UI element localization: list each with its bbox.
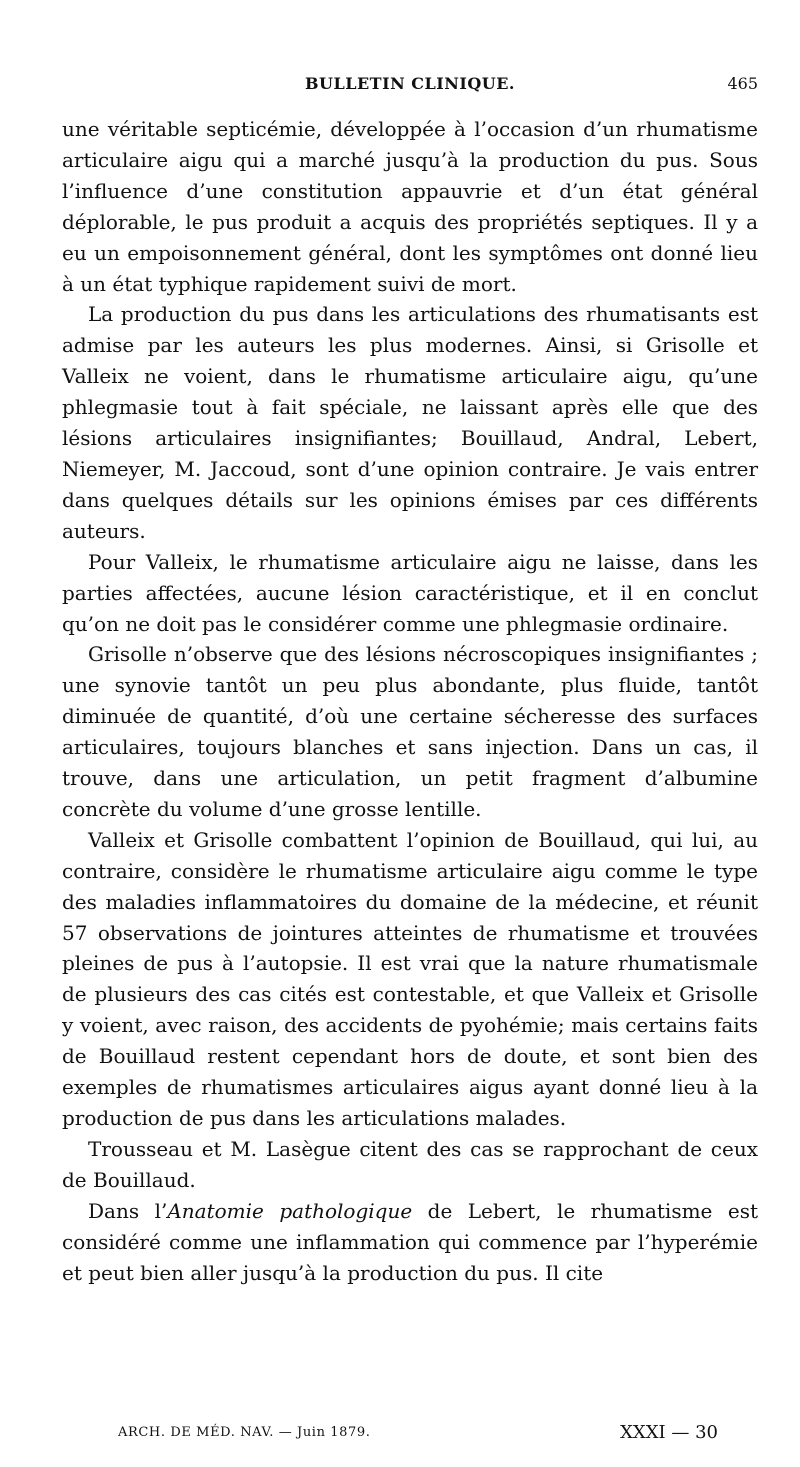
journal-reference: ARCH. DE MÉD. NAV. — Juin 1879. (118, 1425, 371, 1440)
paragraph: Trousseau et M. Lasègue citent des cas se rapprochant de ceux de Bouillaud. (62, 1136, 758, 1192)
paragraph: Grisolle n’observe que des lésions nécroscopiques insignifiantes ; une synovie tantôt un peu plus abondante, plus fluide, tantôt diminuée de quantité, d’où une certaine sécheresse des surfaces articulaires, toujours blanches et sans injection. Dans un cas, il trouve, dans une articulation, un petit fragment d’albumine concrète du volume d’une grosse lentille. (62, 642, 758, 821)
body-text (62, 114, 758, 1288)
paragraph: Pour Valleix, le rhumatisme articulaire aigu ne laisse, dans les parties affectées, aucune lésion caractéristique, et il en conclut qu’on ne doit pas le considérer comme une phlegmasie ordinaire. (62, 549, 758, 636)
paragraph: Valleix et Grisolle combattent l’opinion de Bouillaud, qui lui, au contraire, considère le rhumatisme articulaire aigu comme le type des maladies inflammatoires du domaine de la médecine, et réunit 57 observations de jointures atteintes de rhumatisme et trouvées pleines de pus à l’autopsie. Il est vrai que la nature rhumatismale de plusieurs des cas cités est contestable, et que Valleix et Grisolle y voient, avec raison, des accidents de pyohémie; mais certains faits de Bouillaud restent cependant hors de doute, et sont bien des exemples de rhumatismes articulaires aigus ayant donné lieu à la production de pus dans les articulations malades. (62, 827, 758, 1130)
book-title-italic: Anatomie pathologique (167, 1198, 413, 1223)
paragraph-text: Dans l’ (88, 1198, 168, 1223)
paragraph-text: de Lebert, le rhumatisme est considéré comme une inflammation qui commence par l’hyperémie et peut bien aller jusqu’à la production du pus. Il cite (62, 1198, 758, 1285)
paragraph (62, 1196, 758, 1289)
paragraph: La production du pus dans les articulations des rhumatisants est admise par les auteurs les plus modernes. Ainsi, si Grisolle et Valleix ne voient, dans le rhumatisme articulaire aigu, qu’une phlegmasie tout à fait spéciale, ne laissant après elle que des lésions articulaires insignifiantes; Bouillaud, Andral, Lebert, Niemeyer, M. Jaccoud, sont d’une opinion contraire. Je vais entrer dans quelques détails sur les opinions émises par ces différents auteurs. (62, 302, 758, 543)
page-footer (118, 1422, 758, 1446)
paragraph: une véritable septicémie, développée à l’occasion d’un rhumatisme articulaire aigu qui a marché jusqu’à la production du pus. Sous l’influence d’une constitution appauvrie et d’un état général déplorable, le pus produit a acquis des propriétés septiques. Il y a eu un empoisonnement général, dont les symptômes ont donné lieu à un état typhique rapidement suivi de mort. (62, 117, 758, 296)
running-title: BULLETIN CLINIQUE. (305, 74, 515, 93)
printer-signature: XXXI — 30 (620, 1422, 718, 1443)
page-header (62, 74, 758, 104)
page-number: 465 (727, 74, 758, 93)
